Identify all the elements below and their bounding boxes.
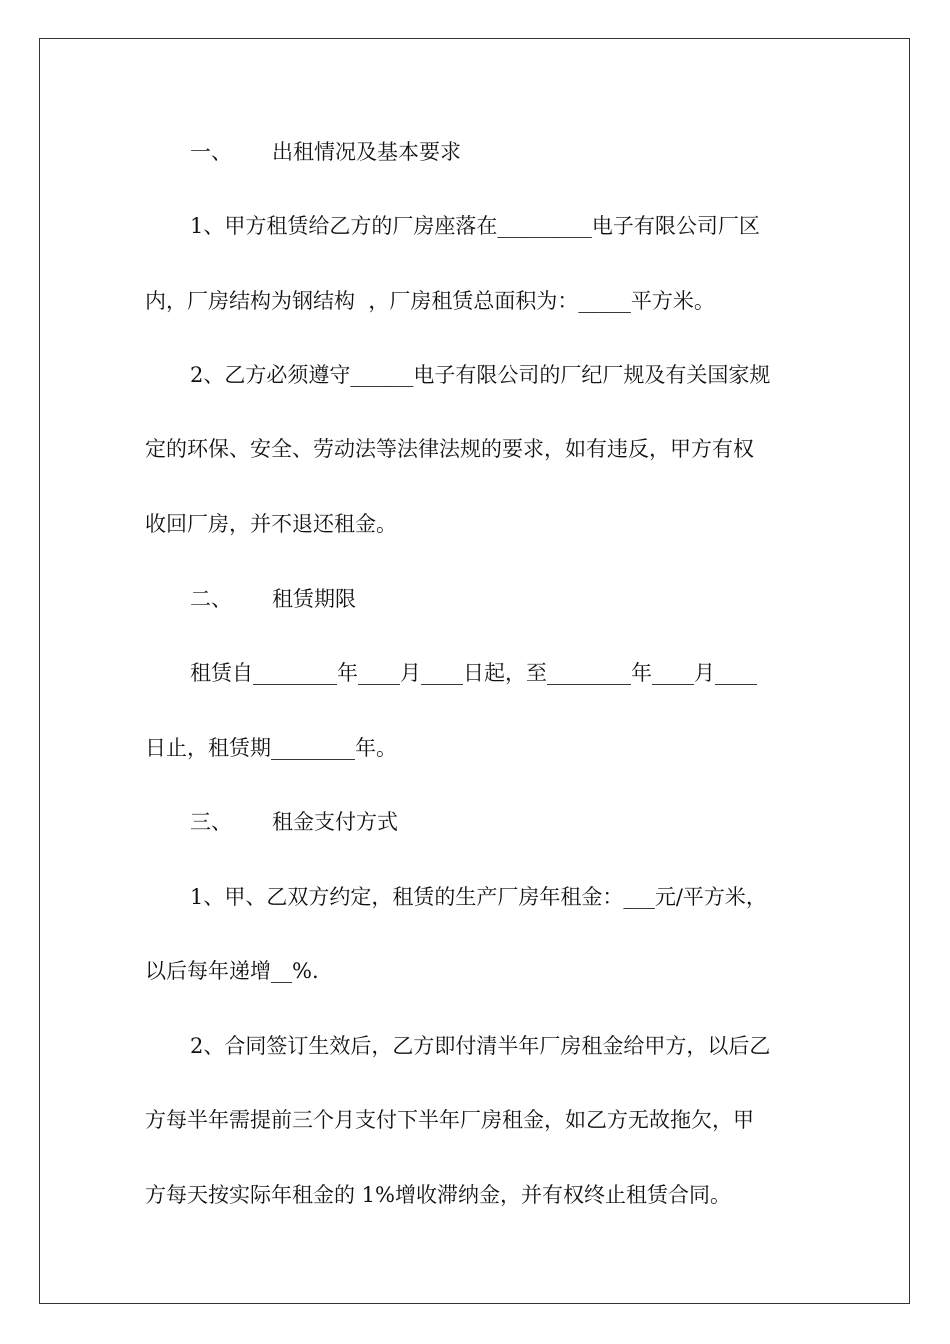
paragraph-line: 收回厂房，并不退还租金。: [145, 512, 397, 536]
paragraph-line: 2、乙方必须遵守______电子有限公司的厂纪厂规及有关国家规: [190, 363, 771, 387]
paragraph-line: 内，厂房结构为钢结构 ，厂房租赁总面积为：_____平方米。: [145, 289, 715, 313]
paragraph-line: 1、甲方租赁给乙方的厂房座落在_________电子有限公司厂区: [190, 214, 760, 238]
paragraph-line: 以后每年递增__%.: [145, 959, 319, 983]
paragraph-line: 2、合同签订生效后，乙方即付清半年厂房租金给甲方，以后乙: [190, 1034, 771, 1058]
paragraph-line: 方每天按实际年租金的 1%增收滞纳金，并有权终止租赁合同。: [145, 1183, 731, 1207]
paragraph-line: 1、甲、乙双方约定，租赁的生产厂房年租金：___元/平方米，: [190, 885, 767, 909]
paragraph-line: 租赁自________年____月____日起，至________年____月____: [190, 661, 757, 685]
paragraph-line: 方每半年需提前三个月支付下半年厂房租金，如乙方无故拖欠，甲: [145, 1108, 754, 1132]
section-heading-2: 二、 租赁期限: [190, 587, 357, 611]
section-heading-1: 一、 出租情况及基本要求: [190, 140, 462, 164]
section-heading-3: 三、 租金支付方式: [190, 810, 399, 834]
paragraph-line: 日止，租赁期________年。: [145, 736, 397, 760]
paragraph-line: 定的环保、安全、劳动法等法律法规的要求，如有违反，甲方有权: [145, 437, 754, 461]
